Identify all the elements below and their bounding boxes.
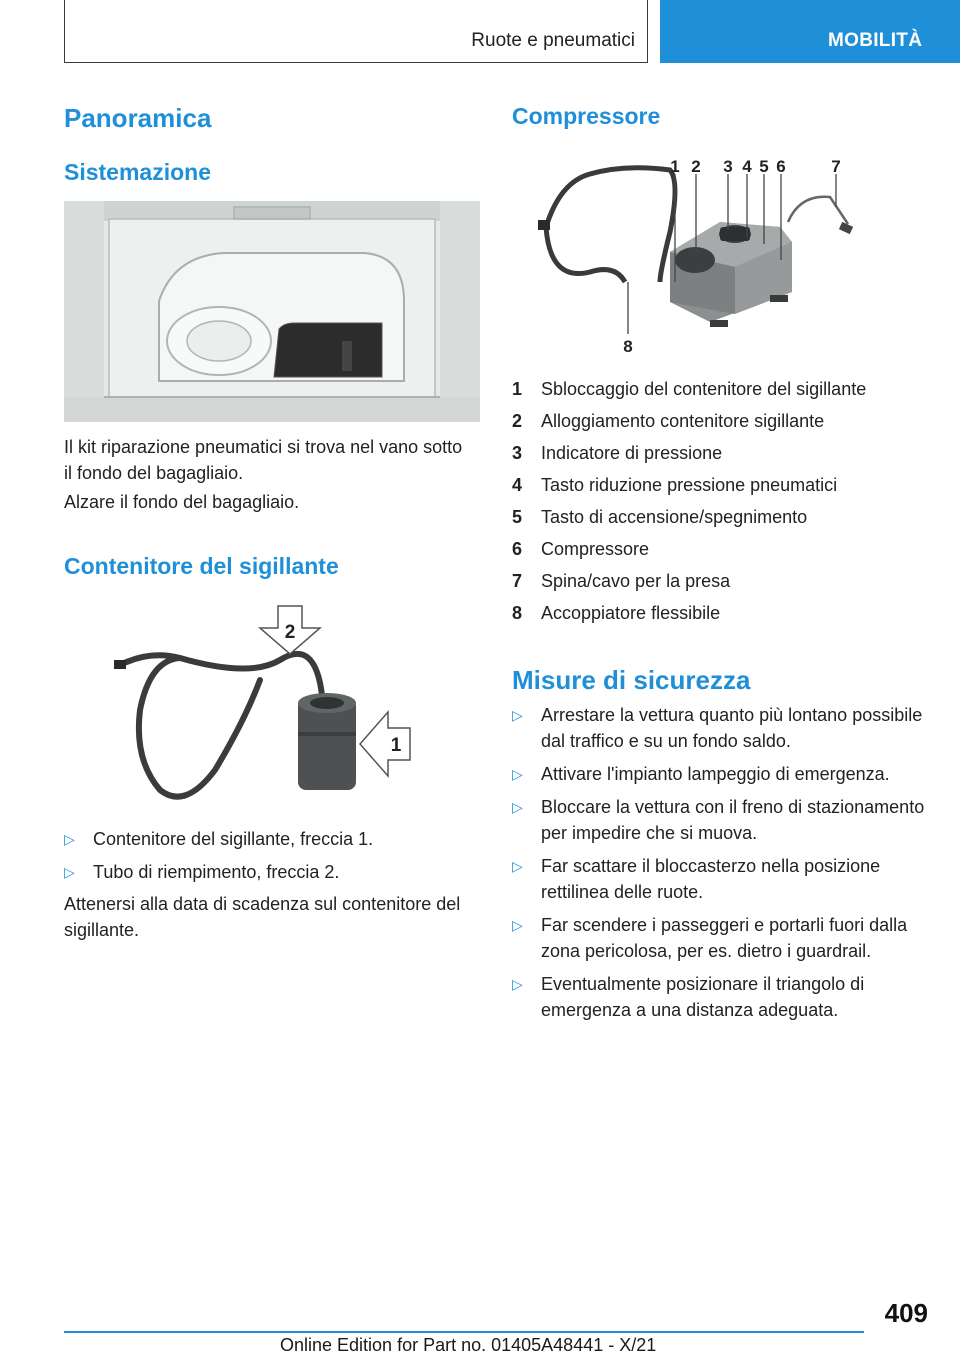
sealant-bullet-list bbox=[64, 826, 474, 885]
heading-overview: Panoramica bbox=[64, 103, 212, 133]
heading-compressor: Compressore bbox=[512, 103, 661, 129]
safety-bullet-list bbox=[512, 702, 930, 1023]
figure-label-2: 2 bbox=[691, 157, 701, 176]
heading-placement: Sistemazione bbox=[64, 159, 211, 185]
header-chapter-tab bbox=[660, 0, 960, 63]
placement-text-2: Alzare il fondo del bagagliaio. bbox=[64, 492, 300, 512]
list-item: ▷ Bloccare la vettura con il freno di stazionamento per impedire che si muova. bbox=[512, 794, 930, 846]
legend-item: 5 Tasto di accensione/spegnimento bbox=[512, 507, 808, 527]
trunk-illustration bbox=[64, 201, 480, 422]
figure-label-7: 7 bbox=[831, 157, 841, 176]
placement-text-1: Il kit riparazione pneumatici si trova nel vano sotto il fondo del bagagliaio. bbox=[64, 437, 463, 483]
compressor-legend bbox=[512, 375, 932, 631]
figure-label-5: 5 bbox=[759, 157, 769, 176]
triangle-bullet-icon: ▷ bbox=[512, 707, 523, 723]
figure-label-arrow-1: 1 bbox=[390, 735, 402, 756]
figure-label-6: 6 bbox=[776, 157, 786, 176]
triangle-bullet-icon: ▷ bbox=[512, 976, 523, 992]
sealant-note: Attenersi alla data di scadenza sul contenitore del sigillante. bbox=[64, 894, 461, 940]
figure-label-8: 8 bbox=[623, 337, 633, 356]
heading-safety-measures: Misure di sicurezza bbox=[512, 665, 751, 695]
list-item: ▷ Tubo di riempimento, freccia 2. bbox=[64, 859, 474, 885]
heading-sealant-container: Contenitore del sigillante bbox=[64, 553, 339, 579]
legend-item: 3 Indicatore di pressione bbox=[512, 443, 723, 463]
triangle-bullet-icon: ▷ bbox=[512, 858, 523, 874]
list-item: ▷ Contenitore del sigillante, freccia 1. bbox=[64, 826, 474, 852]
legend-item: 7 Spina/cavo per la presa bbox=[512, 571, 731, 591]
header-section-box bbox=[64, 0, 648, 63]
sealant-container-figure bbox=[110, 600, 420, 810]
triangle-bullet-icon: ▷ bbox=[512, 917, 523, 933]
compressor-figure bbox=[530, 152, 870, 362]
list-item: ▷ Arrestare la vettura quanto più lontano possibile dal traffico e su un fondo saldo. bbox=[512, 702, 930, 754]
legend-item: 4 Tasto riduzione pressione pneumatici bbox=[512, 475, 838, 495]
figure-label-1: 1 bbox=[670, 157, 680, 176]
triangle-bullet-icon: ▷ bbox=[64, 864, 75, 880]
triangle-bullet-icon: ▷ bbox=[64, 831, 75, 847]
legend-item: 1 Sbloccaggio del contenitore del sigillante bbox=[512, 379, 867, 399]
list-item: ▷ Eventualmente posizionare il triangolo di emergenza a una distanza adeguata. bbox=[512, 971, 930, 1023]
edition-note: Online Edition for Part no. 01405A48441 - X/21 bbox=[280, 1335, 657, 1355]
figure-label-4: 4 bbox=[742, 157, 752, 176]
header-section-title: Ruote e pneumatici bbox=[471, 30, 635, 51]
legend-item: 2 Alloggiamento contenitore sigillante bbox=[512, 411, 825, 431]
list-item: ▷ Far scattare il bloccasterzo nella posizione rettilinea delle ruote. bbox=[512, 853, 930, 905]
figure-label-3: 3 bbox=[723, 157, 733, 176]
list-item: ▷ Attivare l'impianto lampeggio di emergenza. bbox=[512, 761, 930, 787]
footer-divider bbox=[64, 1331, 864, 1333]
triangle-bullet-icon: ▷ bbox=[512, 766, 523, 782]
header-chapter-title: MOBILITÀ bbox=[828, 30, 923, 51]
triangle-bullet-icon: ▷ bbox=[512, 799, 523, 815]
list-item: ▷ Far scendere i passeggeri e portarli fuori dalla zona pericolosa, per es. dietro i guardrail. bbox=[512, 912, 930, 964]
legend-item: 6 Compressore bbox=[512, 539, 650, 559]
legend-item: 8 Accoppiatore flessibile bbox=[512, 603, 721, 623]
figure-label-arrow-2: 2 bbox=[284, 622, 296, 643]
page-number: 409 bbox=[884, 1298, 928, 1328]
